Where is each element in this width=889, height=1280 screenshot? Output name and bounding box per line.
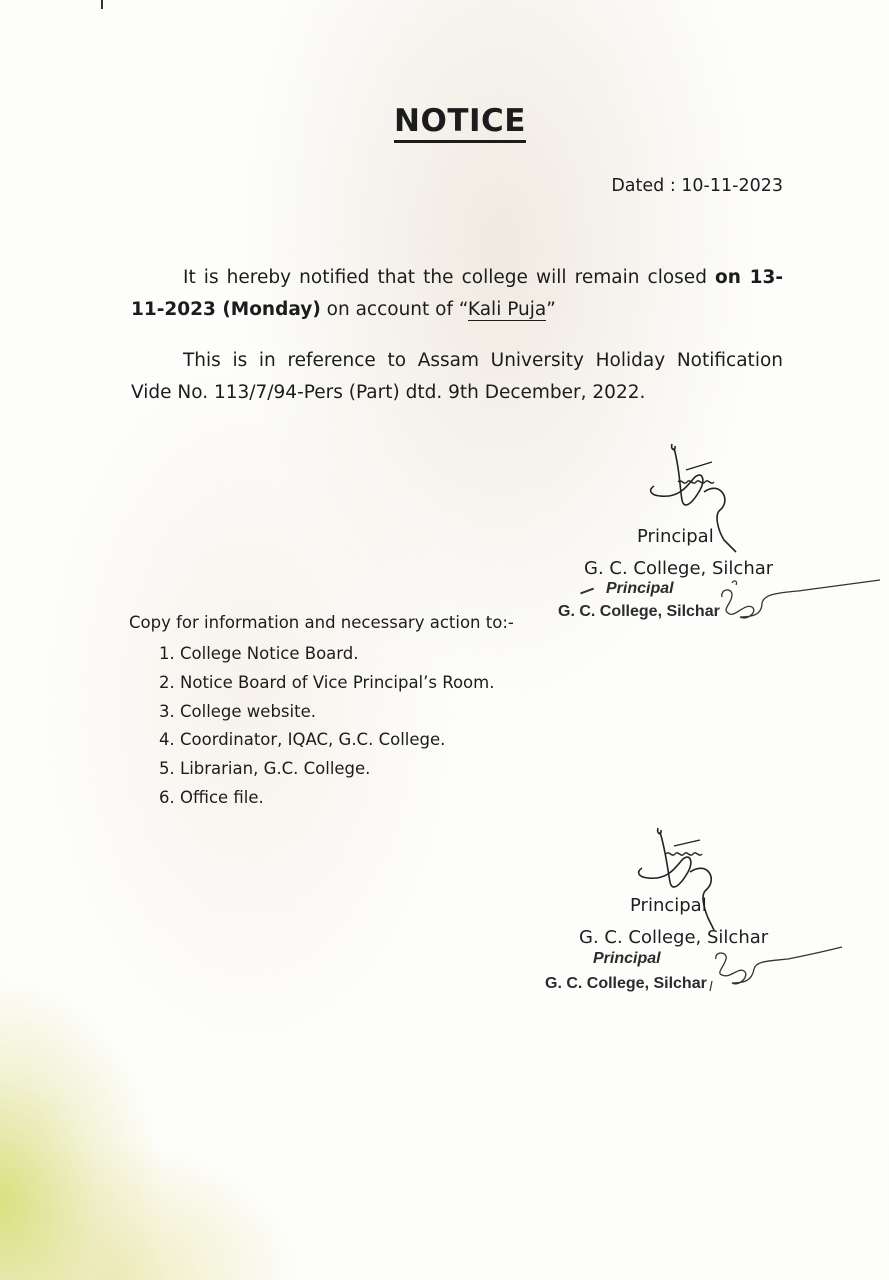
stamp-2-institution: G. C. College, Silchar [545,975,707,992]
copy-list-item: 1. College Notice Board. [180,640,494,669]
stamp-2-title: Principal [593,950,661,967]
signature-2-institution: G. C. College, Silchar [579,927,769,948]
notice-paragraph-2: This is in reference to Assam University Holiday Notification Vide No. 113/7/94-Pers (Part) dtd. 9th December, 2022. [131,350,783,403]
stamp-1-institution: G. C. College, Silchar [558,603,720,620]
copy-list [151,640,494,813]
p1-occasion: Kali Puja [467,299,547,320]
p1-closure-date: on 13-11-2023 (Monday) [131,267,783,320]
copy-heading: Copy for information and necessary action to:- [129,613,514,632]
handwritten-signature-2 [628,822,738,937]
notice-date: Dated : 10-11-2023 [611,176,783,196]
stray-mark [101,0,103,9]
signature-2-designation: Principal [630,895,707,916]
initial-signature-1 [718,575,888,625]
notice-paragraph-1 [131,262,783,326]
p1-text-a: It is hereby notified that the college will remain closed [183,267,716,288]
p1-text-b: on account of “ [320,299,468,320]
copy-list-item: 5. Librarian, G.C. College. [180,755,494,784]
notice-title: NOTICE [0,103,889,139]
copy-list-item: 2. Notice Board of Vice Principal’s Room. [180,669,494,698]
signature-1-designation: Principal [637,526,714,547]
p1-text-c: ” [546,299,556,320]
signature-1-institution: G. C. College, Silchar [584,558,774,579]
copy-list-item: 6. Office file. [180,784,494,813]
copy-list-item: 3. College website. [180,698,494,727]
stamp-1-dash [580,588,594,594]
stamp-1-title: Principal [606,580,674,597]
initial-signature-2 [708,945,848,995]
copy-list-item: 4. Coordinator, IQAC, G.C. College. [180,726,494,755]
